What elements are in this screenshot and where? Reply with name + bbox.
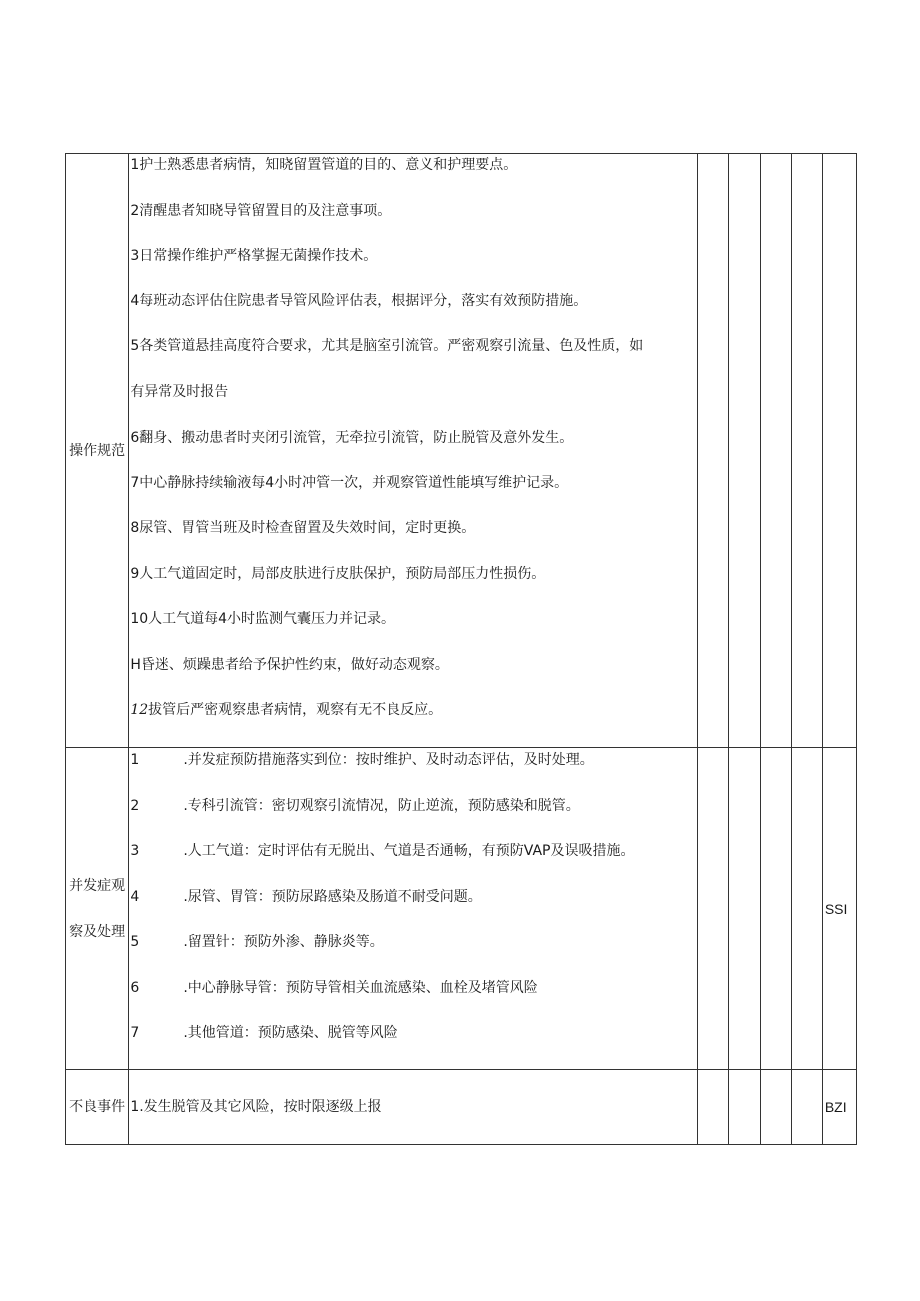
category-line: 并发症观 <box>69 877 126 894</box>
operation-category: 操作规范 <box>66 154 129 748</box>
item-number: 7 <box>130 1025 140 1041</box>
complication-content <box>129 748 698 1070</box>
adverse-category: 不良事件 <box>66 1070 129 1145</box>
list-item <box>129 698 697 744</box>
check-cell[interactable] <box>760 154 791 748</box>
item-number: 12 <box>130 702 149 718</box>
check-cell[interactable] <box>791 154 822 748</box>
checklist-table <box>65 153 857 1145</box>
item-number: 1 <box>130 752 140 768</box>
item-text: 拔管后严密观察患者病情，观察有无不良反应。 <box>148 702 443 718</box>
indicator-code: SSI <box>822 748 856 1070</box>
check-cell[interactable] <box>698 748 729 1070</box>
check-cell[interactable] <box>822 154 856 748</box>
list-item: 1护士熟悉患者病情，知晓留置管道的目的、意义和护理要点。 <box>130 157 518 173</box>
item-text: .并发症预防措施落实到位：按时维护、及时动态评估，及时处理。 <box>183 752 594 768</box>
adverse-content <box>129 1070 698 1145</box>
indicator-code: BZI <box>822 1070 856 1145</box>
check-cell[interactable] <box>729 1070 760 1145</box>
item-text: .尿管、胃管：预防尿路感染及肠道不耐受问题。 <box>183 888 482 905</box>
check-cell[interactable] <box>791 1070 822 1145</box>
list-item: 1.发生脱管及其它风险，按时限逐级上报 <box>130 1099 382 1115</box>
list-item <box>129 976 697 1022</box>
item-number: 3 <box>130 843 140 859</box>
list-item <box>129 839 697 885</box>
check-cell[interactable] <box>729 748 760 1070</box>
item-text: .中心静脉导管：预防导管相关血流感染、血栓及堵管风险 <box>183 979 538 996</box>
item-number: 2 <box>130 797 140 814</box>
list-item: 3日常操作维护严格掌握无菌操作技术。 <box>130 248 378 264</box>
check-cell[interactable] <box>760 1070 791 1145</box>
list-item <box>129 930 697 976</box>
list-item <box>129 885 697 931</box>
item-text: .人工气道：定时评估有无脱出、气道是否通畅，有预防VAP及误吸措施。 <box>183 843 635 859</box>
item-number: 5 <box>130 934 140 950</box>
list-item <box>129 748 697 794</box>
check-cell[interactable] <box>760 748 791 1070</box>
list-item: 8尿管、胃管当班及时检查留置及失效时间，定时更换。 <box>130 520 476 536</box>
complication-row <box>66 748 857 1070</box>
list-item: 4每班动态评估住院患者导管风险评估表，根据评分，落实有效预防措施。 <box>130 293 588 309</box>
list-item: 有异常及时报告 <box>130 384 229 400</box>
list-item: 5各类管道悬挂高度符合要求，尤其是脑室引流管。严密观察引流量、色及性质，如 <box>130 338 644 354</box>
check-cell[interactable] <box>729 154 760 748</box>
check-cell[interactable] <box>698 154 729 748</box>
item-number: 6 <box>130 979 140 996</box>
item-text: .专科引流管：密切观察引流情况，防止逆流，预防感染和脱管。 <box>183 797 580 814</box>
list-item: 7中心静脉持续输液每4小时冲管一次，并观察管道性能填写维护记录。 <box>130 475 569 491</box>
item-text: .留置针：预防外渗、静脉炎等。 <box>183 934 384 950</box>
operation-content <box>129 154 698 748</box>
category-line: 察及处理 <box>69 923 126 940</box>
check-cell[interactable] <box>698 1070 729 1145</box>
complication-category <box>66 748 129 1070</box>
list-item: H昏迷、烦躁患者给予保护性约束，做好动态观察。 <box>130 657 449 673</box>
item-text: .其他管道：预防感染、脱管等风险 <box>183 1025 398 1041</box>
list-item: 9人工气道固定时，局部皮肤进行皮肤保护，预防局部压力性损伤。 <box>130 566 546 582</box>
check-cell[interactable] <box>791 748 822 1070</box>
list-item: 6翻身、搬动患者时夹闭引流管，无牵拉引流管，防止脱管及意外发生。 <box>130 430 574 446</box>
list-item <box>129 794 697 840</box>
adverse-row <box>66 1070 857 1145</box>
list-item <box>129 1021 697 1067</box>
item-number: 4 <box>130 888 140 905</box>
list-item: 10人工气道每4小时监测气囊压力并记录。 <box>130 611 396 627</box>
list-item: 2清醒患者知晓导管留置目的及注意事项。 <box>130 203 392 219</box>
operation-row <box>66 154 857 748</box>
